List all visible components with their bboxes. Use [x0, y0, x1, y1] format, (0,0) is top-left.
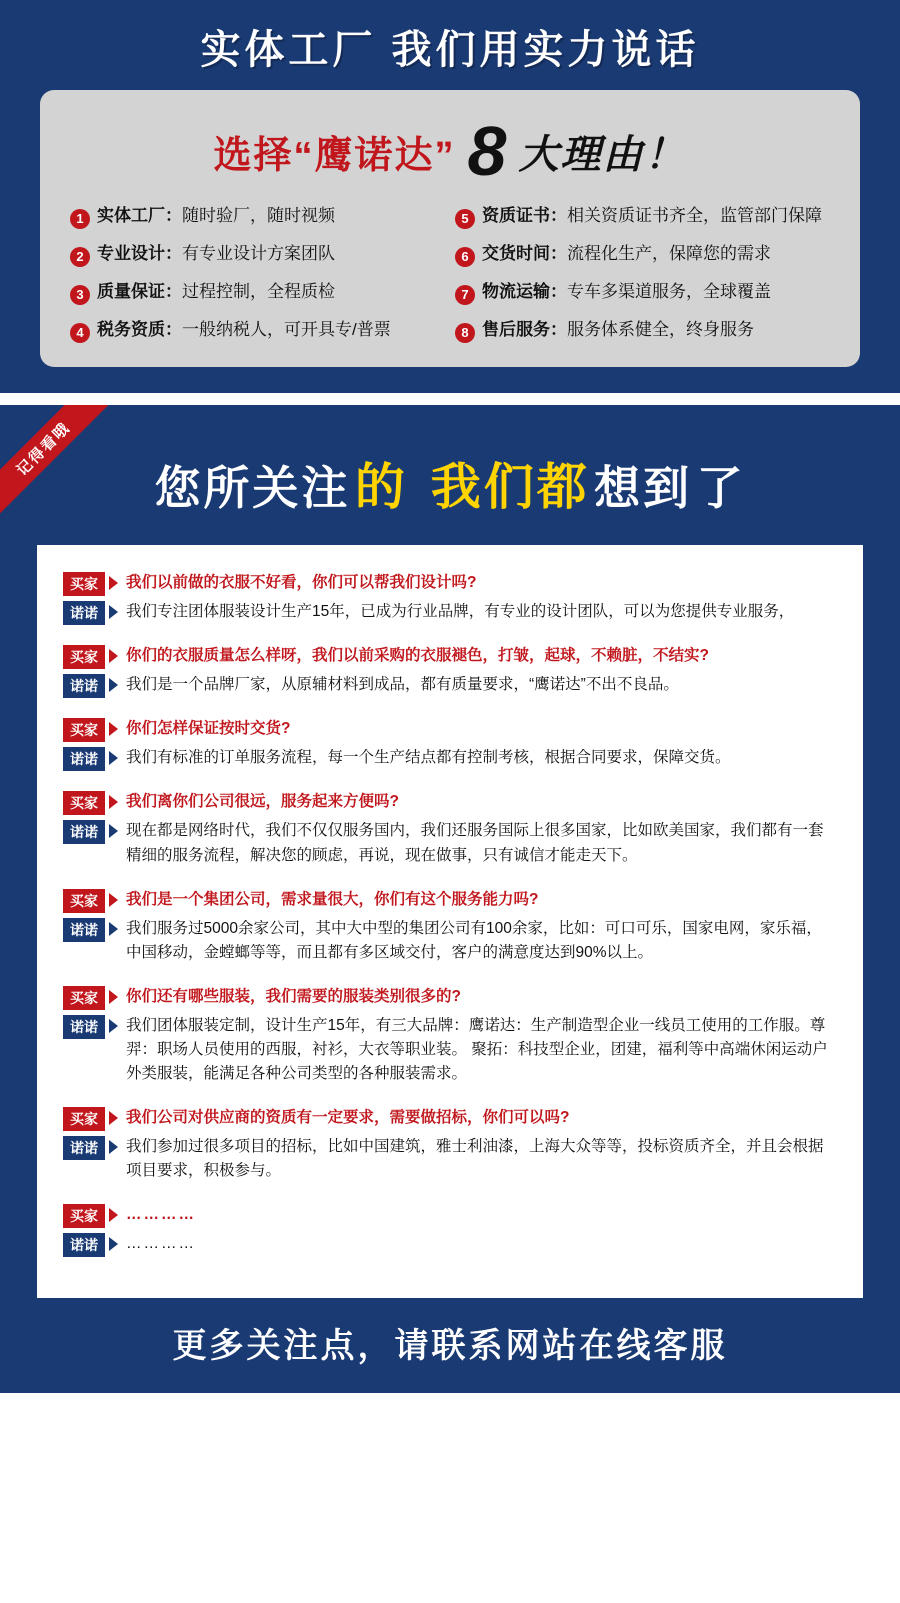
qa-question-text: 我们离你们公司很远，服务起来方便吗?	[126, 793, 399, 811]
reason-item	[455, 281, 830, 303]
reason-separator: ：	[550, 206, 567, 225]
factory-strength-section	[0, 0, 900, 393]
qa-question-text: 我们是一个集团公司，需求量很大，你们有这个服务能力吗?	[126, 890, 539, 908]
heading-number-eight: 8	[467, 112, 507, 190]
qa-block	[63, 985, 837, 1086]
seller-label: 诺诺	[63, 820, 105, 844]
qa-question-text: 你们还有哪些服装，我们需要的服装类别很多的?	[126, 987, 461, 1005]
seller-label: 诺诺	[63, 674, 105, 698]
reason-title: 质量保证	[97, 282, 165, 302]
qa-answer-row	[63, 1014, 837, 1086]
reason-number-badge: 8	[455, 323, 475, 343]
arrow-right-icon	[109, 893, 118, 907]
reason-number-badge: 6	[455, 247, 475, 267]
reason-separator: ：	[165, 206, 182, 225]
buyer-label: 买家	[63, 572, 105, 596]
arrow-right-icon	[109, 1111, 118, 1125]
seller-label: 诺诺	[63, 1136, 105, 1160]
reason-item	[455, 205, 830, 227]
heading-black-text: 大理由！	[518, 133, 687, 177]
reason-separator: ：	[165, 282, 182, 302]
qa-answer-text: 我们是一个品牌厂家，从原辅材料到成品，都有质量要求，“鹰诺达”不出不良品。	[126, 676, 679, 694]
arrow-right-icon	[109, 1019, 118, 1033]
section-divider	[0, 393, 900, 405]
qa-block	[63, 1106, 837, 1183]
seller-label: 诺诺	[63, 918, 105, 942]
arrow-right-icon	[109, 1208, 118, 1222]
arrow-right-icon	[109, 922, 118, 936]
faq-card	[37, 545, 863, 1297]
qa-question-row	[63, 571, 837, 595]
buyer-label: 买家	[63, 889, 105, 913]
reason-number-badge: 5	[455, 209, 475, 229]
seller-label: 诺诺	[63, 747, 105, 771]
qa-block	[63, 571, 837, 624]
reason-title: 售后服务	[482, 320, 550, 340]
qa-block	[63, 888, 837, 965]
faq-section-title	[0, 405, 900, 545]
buyer-label: 买家	[63, 791, 105, 815]
reason-separator: ：	[550, 320, 567, 340]
faq-title-part-3: 我们都	[430, 459, 590, 516]
reason-title: 实体工厂	[97, 206, 165, 225]
reason-item	[70, 243, 445, 265]
qa-question-row	[63, 717, 837, 741]
arrow-right-icon	[109, 1140, 118, 1154]
faq-title-part-2: 的	[354, 459, 408, 516]
qa-question-text: 我们公司对供应商的资质有一定要求，需要做招标，你们可以吗?	[126, 1108, 570, 1126]
corner-ribbon-badge: 记得看哦	[0, 405, 114, 520]
buyer-label: 买家	[63, 1107, 105, 1131]
buyer-label: 买家	[63, 645, 105, 669]
arrow-right-icon	[109, 605, 118, 619]
qa-question-row	[63, 644, 837, 668]
arrow-right-icon	[109, 1237, 118, 1251]
reason-text: 专车多渠道服务，全球覆盖	[567, 282, 771, 302]
qa-question-text: …………	[126, 1205, 196, 1223]
heading-red-text: 选择“鹰诺达”	[213, 135, 456, 177]
buyer-label: 买家	[63, 986, 105, 1010]
arrow-right-icon	[109, 722, 118, 736]
arrow-right-icon	[109, 576, 118, 590]
qa-question-text: 你们的衣服质量怎么样呀，我们以前采购的衣服褪色，打皱，起球，不赖脏，不结实?	[126, 647, 709, 665]
qa-answer-text: 我们有标准的订单服务流程，每一个生产结点都有控制考核，根据合同要求，保障交货。	[126, 749, 731, 767]
qa-answer-text: 现在都是网络时代，我们不仅仅服务国内，我们还服务国际上很多国家，比如欧美国家，我们都有一套精细的服务流程，解决您的顾虑，再说，现在做事，只有诚信才能走天下。	[126, 822, 824, 864]
reason-item	[455, 319, 830, 341]
reason-number-badge: 1	[70, 209, 90, 229]
reasons-grid	[70, 205, 830, 341]
reason-item	[70, 319, 445, 341]
qa-block	[63, 717, 837, 770]
reason-item	[70, 281, 445, 303]
qa-block	[63, 790, 837, 867]
faq-title-part-5: 了	[696, 462, 746, 515]
qa-question-row	[63, 985, 837, 1009]
qa-answer-row	[63, 819, 837, 867]
reason-text: 流程化生产，保障您的需求	[567, 244, 771, 264]
qa-question-text: 我们以前做的衣服不好看，你们可以帮我们设计吗?	[126, 574, 477, 592]
qa-block	[63, 644, 837, 697]
reason-number-badge: 3	[70, 285, 90, 305]
reason-text: 服务体系健全，终身服务	[567, 320, 754, 340]
reason-number-badge: 4	[70, 323, 90, 343]
eight-reasons-heading	[70, 114, 830, 205]
reason-title: 资质证书	[482, 206, 550, 225]
qa-answer-text: 我们服务过5000余家公司，其中大中型的集团公司有100余家，比如：可口可乐，国家电网，家乐福，中国移动，金螳螂等等，而且都有多区域交付，客户的满意度达到90%以上。	[126, 919, 822, 961]
qa-question-row	[63, 1203, 837, 1227]
reason-title: 物流运输	[482, 282, 550, 302]
arrow-right-icon	[109, 751, 118, 765]
qa-answer-row	[63, 1232, 837, 1256]
arrow-right-icon	[109, 649, 118, 663]
seller-label: 诺诺	[63, 601, 105, 625]
bottom-cta-bar	[0, 1298, 900, 1393]
qa-question-text: 你们怎样保证按时交货?	[126, 720, 291, 738]
reason-item	[455, 243, 830, 265]
reason-text: 有专业设计方案团队	[182, 244, 335, 264]
arrow-right-icon	[109, 824, 118, 838]
qa-answer-row	[63, 1135, 837, 1183]
reason-item	[70, 205, 445, 227]
buyer-label: 买家	[63, 1204, 105, 1228]
qa-answer-text: 我们参加过很多项目的招标，比如中国建筑，雅士利油漆，上海大众等等，投标资质齐全，并且会根据项目要求，积极参与。	[126, 1137, 824, 1179]
reason-number-badge: 7	[455, 285, 475, 305]
reason-number-badge: 2	[70, 247, 90, 267]
reason-title: 税务资质	[97, 320, 165, 340]
qa-answer-text: …………	[126, 1234, 196, 1252]
buyer-label: 买家	[63, 718, 105, 742]
reason-separator: ：	[550, 282, 567, 302]
qa-answer-row	[63, 746, 837, 770]
reason-text: 随时验厂，随时视频	[182, 206, 335, 225]
bottom-cta-text: 更多关注点，请联系网站在线客服	[172, 1326, 728, 1365]
top-banner-title: 实体工厂 我们用实力说话	[200, 28, 700, 72]
qa-question-row	[63, 1106, 837, 1130]
qa-answer-row	[63, 673, 837, 697]
eight-reasons-card	[40, 90, 860, 367]
faq-section	[0, 405, 900, 1392]
reason-separator: ：	[165, 320, 182, 340]
arrow-right-icon	[109, 990, 118, 1004]
faq-title-part-4: 想到	[594, 462, 693, 515]
seller-label: 诺诺	[63, 1015, 105, 1039]
arrow-right-icon	[109, 678, 118, 692]
reason-text: 相关资质证书齐全，监管部门保障	[567, 206, 822, 225]
qa-question-row	[63, 888, 837, 912]
arrow-right-icon	[109, 795, 118, 809]
qa-answer-row	[63, 917, 837, 965]
qa-answer-row	[63, 600, 837, 624]
reason-separator: ：	[550, 244, 567, 264]
seller-label: 诺诺	[63, 1233, 105, 1257]
reason-text: 过程控制，全程质检	[182, 282, 335, 302]
reason-title: 交货时间	[482, 244, 550, 264]
reason-title: 专业设计	[97, 244, 165, 264]
reason-separator: ：	[165, 244, 182, 264]
qa-answer-text: 我们团体服装定制，设计生产15年，有三大品牌：鹰诺达：生产制造型企业一线员工使用的工作服。尊羿：职场人员使用的西服，衬衫，大衣等职业装。 聚拓：科技型企业，团建，福利等中高端休闲运动户外类服装，能满足各种公司类型的各种服装需求。	[126, 1016, 828, 1082]
qa-answer-text: 我们专注团体服装设计生产15年，已成为行业品牌，有专业的设计团队，可以为您提供专业服务，	[126, 603, 795, 621]
qa-question-row	[63, 790, 837, 814]
faq-title-part-1: 您所关注	[154, 462, 351, 515]
reason-text: 一般纳税人，可开具专/普票	[182, 320, 391, 340]
qa-block	[63, 1203, 837, 1256]
